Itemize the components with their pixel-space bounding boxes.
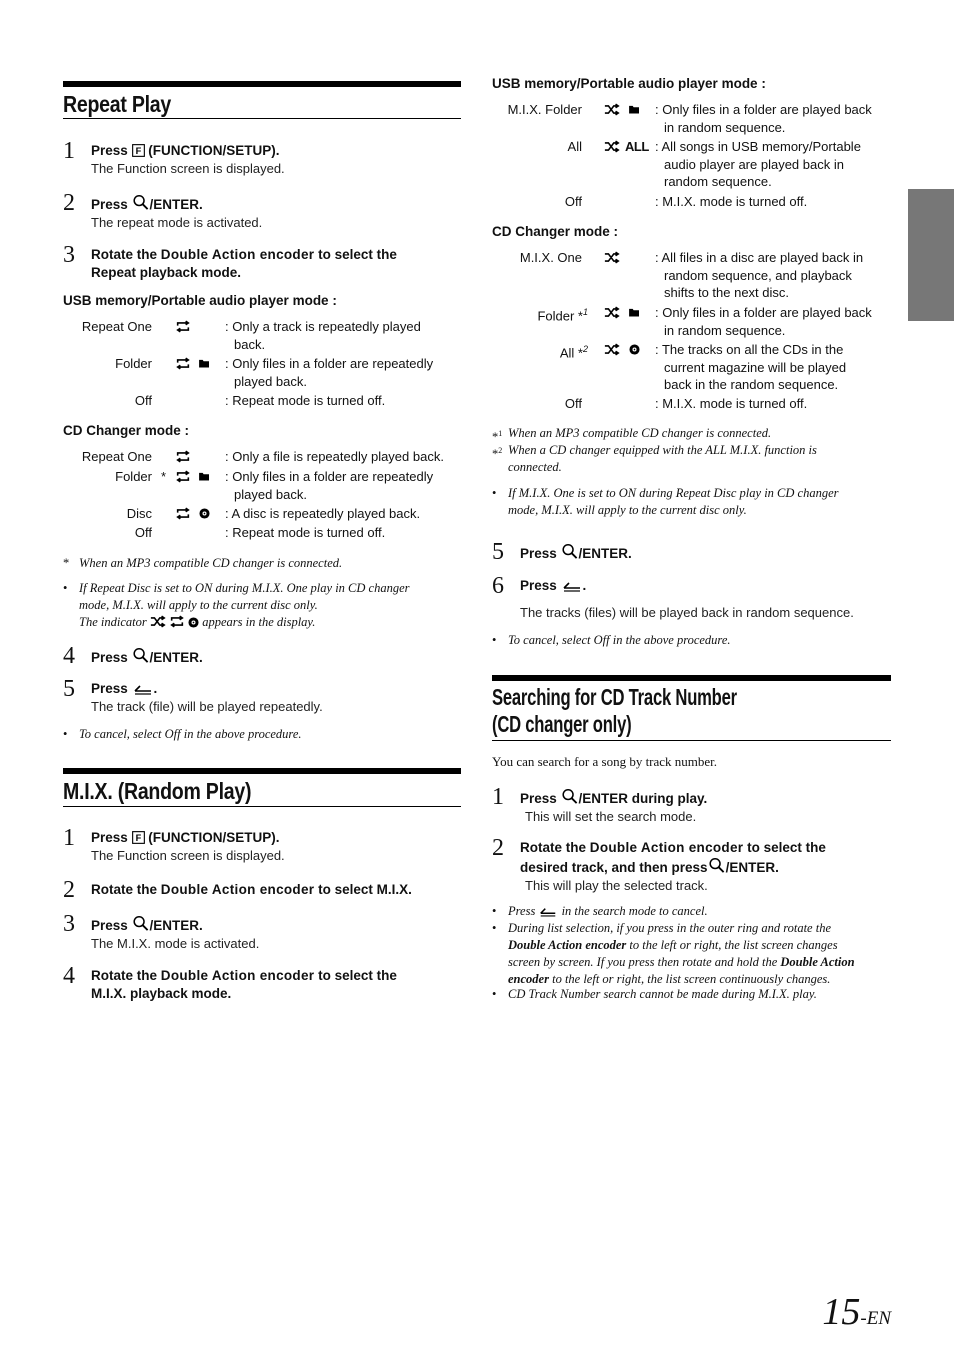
mix-step-3: 3 Press /ENTER. The M.I.X. mode is activated. bbox=[63, 911, 260, 951]
mix-step-6: 6 Press . The tracks (files) will be played back in random sequence. bbox=[492, 573, 854, 620]
all-indicator: ALL bbox=[625, 139, 649, 154]
folder-icon bbox=[199, 472, 210, 481]
repeat-step-1: 1 Press (FUNCTION/SETUP). The Function screen is displayed. bbox=[63, 138, 285, 176]
back-icon bbox=[132, 681, 154, 695]
search-intro: You can search for a song by track number. bbox=[492, 754, 718, 769]
search-icon bbox=[708, 857, 726, 874]
section-title-repeat: Repeat Play bbox=[63, 81, 461, 119]
footnote-1: *$^1$ When an MP3 compatible CD changer is connected. bbox=[492, 426, 772, 445]
cd-mix-heading: CD Changer mode : bbox=[492, 224, 619, 239]
repeat-step-4: 4 Press /ENTER. bbox=[63, 643, 203, 669]
shuffle-icon bbox=[604, 343, 620, 356]
mix-step-2: 2 Rotate the Double Action encoder to select M.I.X. bbox=[63, 877, 412, 903]
shuffle-icon bbox=[604, 251, 620, 264]
shuffle-icon bbox=[150, 615, 166, 628]
step-number: 1 bbox=[63, 138, 75, 164]
back-icon bbox=[561, 578, 583, 592]
repeat-step-5: 5 Press . The track (file) will be played repeatedly. bbox=[63, 676, 323, 714]
mix-step-4: 4 Rotate the Double Action encoder to select the M.I.X. playback mode. bbox=[63, 963, 397, 1001]
chapter-tab bbox=[908, 189, 954, 321]
search-note-list: • During list selection, if you press in the outer ring and rotate the Double Action encoder to the left or right, the list screen changes screen by screen. If you press then rotate and hold the Double Action encoder to the left or right, the list screen continuously changes. bbox=[492, 921, 855, 986]
shuffle-icon bbox=[604, 103, 620, 116]
search-icon bbox=[132, 647, 150, 664]
shuffle-icon bbox=[604, 306, 620, 319]
footnote-2: *$^2$ When a CD changer equipped with the ALL M.I.X. function is connected. bbox=[492, 443, 817, 474]
footnote-mp3: * When an MP3 compatible CD changer is connected. bbox=[63, 556, 343, 570]
repeat-icon bbox=[175, 320, 191, 333]
note-cancel-repeat: • To cancel, select Off in the above procedure. bbox=[63, 727, 302, 741]
repeat-icon bbox=[175, 357, 191, 370]
repeat-icon bbox=[175, 450, 191, 463]
note-repeat-disc: • If Repeat Disc is set to ON during M.I.X. One play in CD changer mode, M.I.X. will apply to the current disc only. The indicator appears in the display. bbox=[63, 581, 410, 629]
shuffle-icon bbox=[604, 140, 620, 153]
mix-step-5: 5 Press /ENTER. bbox=[492, 539, 632, 565]
usb-mode-heading: USB memory/Portable audio player mode : bbox=[63, 293, 337, 308]
section-title-search: Searching for CD Track Number (CD changer only) bbox=[492, 675, 891, 741]
function-key-icon bbox=[132, 831, 145, 844]
search-icon bbox=[132, 194, 150, 211]
repeat-icon bbox=[175, 507, 191, 520]
function-key-icon bbox=[132, 144, 145, 157]
note-cancel-mix: • To cancel, select Off in the above procedure. bbox=[492, 633, 731, 647]
usb-mix-heading: USB memory/Portable audio player mode : bbox=[492, 76, 766, 91]
search-step-1: 1 Press /ENTER during play. This will set the search mode. bbox=[492, 784, 708, 824]
disc-icon bbox=[629, 344, 640, 355]
disc-icon bbox=[199, 508, 210, 519]
folder-icon bbox=[629, 105, 640, 114]
search-note-mix: • CD Track Number search cannot be made during M.I.X. play. bbox=[492, 987, 817, 1001]
mix-step-1: 1 Press (FUNCTION/SETUP). The Function screen is displayed. bbox=[63, 825, 285, 863]
search-icon bbox=[561, 788, 579, 805]
note-mix-one: • If M.I.X. One is set to ON during Repeat Disc play in CD changer mode, M.I.X. will apply to the current disc only. bbox=[492, 486, 839, 517]
folder-icon bbox=[629, 308, 640, 317]
search-note-cancel: • Press in the search mode to cancel. bbox=[492, 904, 708, 918]
repeat-icon bbox=[175, 470, 191, 483]
back-icon bbox=[538, 904, 558, 917]
search-icon bbox=[561, 543, 579, 560]
repeat-icon bbox=[169, 615, 185, 628]
repeat-step-3: 3 Rotate the Double Action encoder to select the Repeat playback mode. bbox=[63, 242, 397, 280]
section-title-mix: M.I.X. (Random Play) bbox=[63, 768, 461, 807]
search-icon bbox=[132, 915, 150, 932]
repeat-step-2: 2 Press /ENTER. The repeat mode is activated. bbox=[63, 190, 263, 230]
disc-icon bbox=[188, 617, 199, 628]
cd-mode-heading: CD Changer mode : bbox=[63, 423, 190, 438]
search-step-2: 2 Rotate the Double Action encoder to select the desired track, and then press /ENTER. This will play the selected track. bbox=[492, 835, 826, 893]
folder-icon bbox=[199, 359, 210, 368]
page-number: 15-EN bbox=[822, 1291, 891, 1333]
